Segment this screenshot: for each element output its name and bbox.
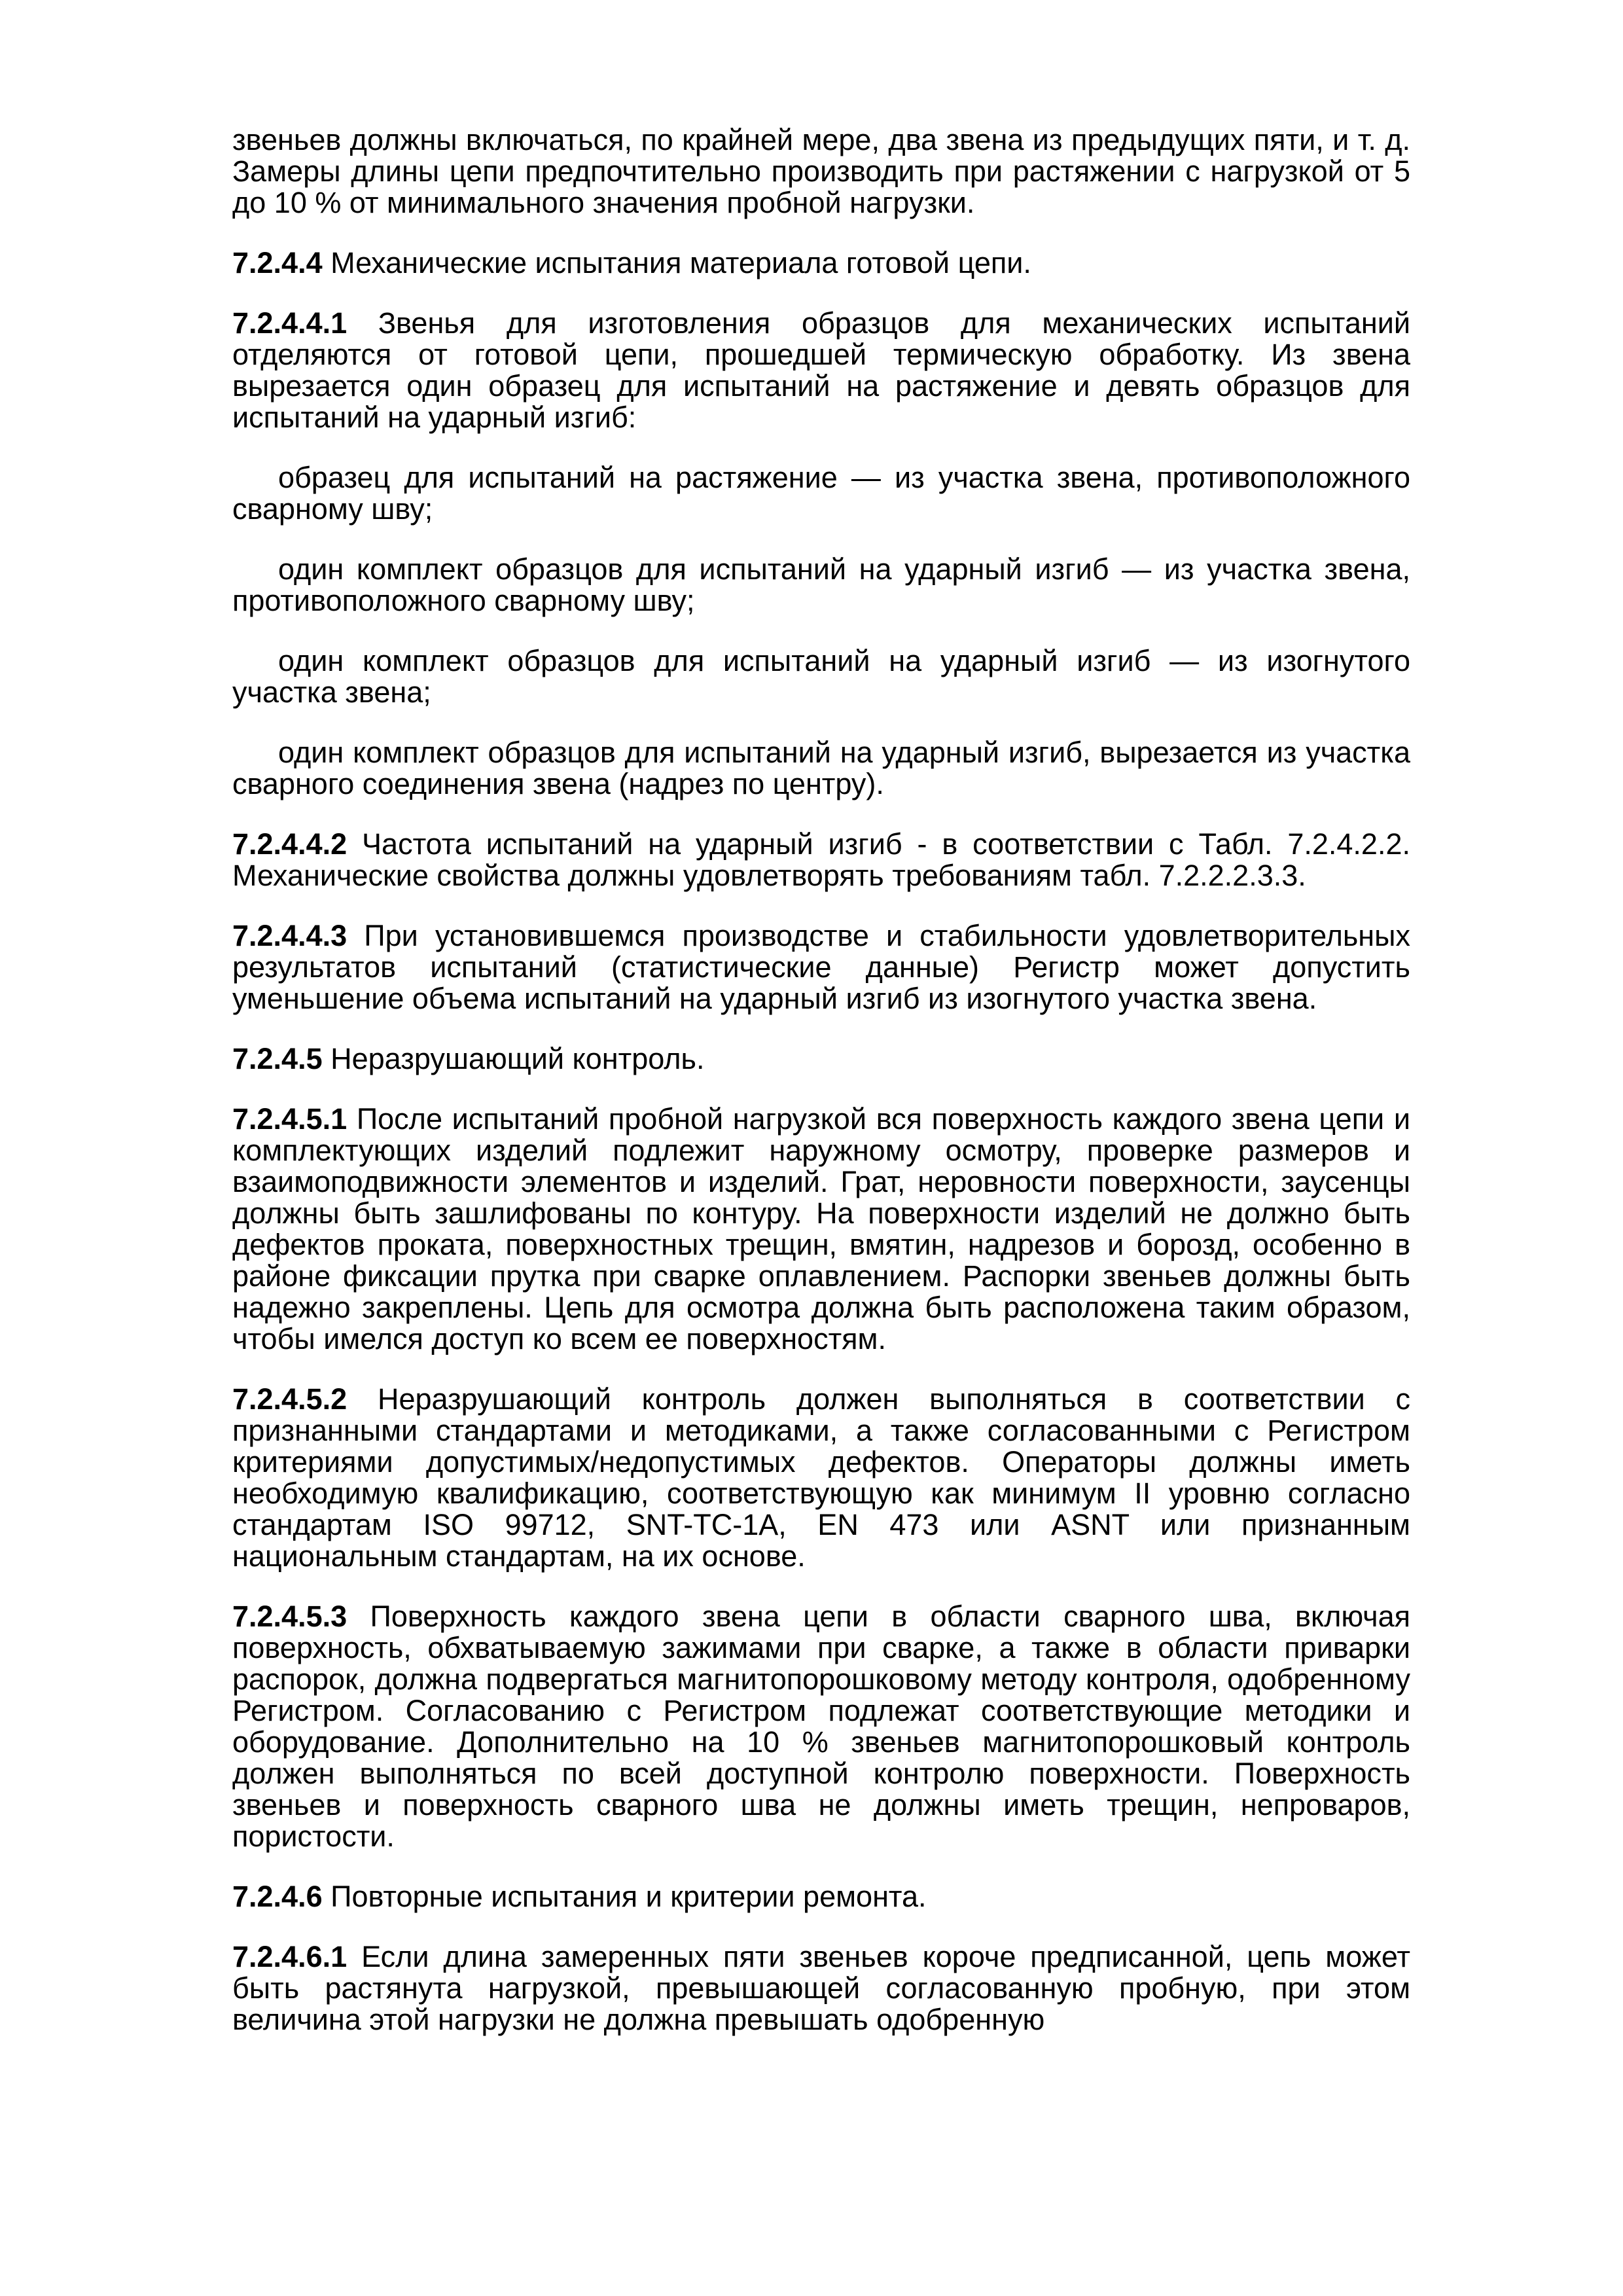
section-7-2-4-4 [232, 247, 1410, 279]
list-item-impact-set-bend [232, 645, 1410, 708]
section-number: 7.2.4.4.1 [232, 306, 348, 340]
paragraph-text: один комплект образцов для испытаний на ударный изгиб — из изогнутого участка звена; [232, 644, 1410, 709]
paragraph-text: Неразрушающий контроль должен выполняться в соответствии с признанными стандартами и методиками, а также согласованными с Регистром критериями допустимых/недопустимых дефектов. Операторы должны иметь необходимую квалификацию, соответствующую как минимум II уровню согласно стандартам ISO 99712, SNT-TC-1A, EN 473 или ASNT или признанным национальным стандартам, на их основе. [232, 1382, 1410, 1573]
paragraph-text: При установившемся производстве и стабильности удовлетворительных результатов испытаний (статистические данные) Регистр может допустить уменьшение объема испытаний на ударный изгиб из изогнутого участка звена. [232, 919, 1410, 1015]
section-7-2-4-5 [232, 1043, 1410, 1075]
section-number: 7.2.4.5.1 [232, 1102, 348, 1136]
section-number: 7.2.4.5.2 [232, 1382, 348, 1416]
paragraph-text: Звенья для изготовления образцов для механических испытаний отделяются от готовой цепи, прошедшей термическую обработку. Из звена вырезается один образец для испытаний на растяжение и девять образцов для испытаний на ударный изгиб: [232, 306, 1410, 434]
section-7-2-4-6 [232, 1881, 1410, 1912]
section-number: 7.2.4.6.1 [232, 1940, 348, 1973]
paragraph-text: Частота испытаний на ударный изгиб - в соответствии с Табл. 7.2.4.2.2. Механические свойства должны удовлетворять требованиям табл. 7.2.2.2.3.3. [232, 827, 1410, 892]
section-number: 7.2.4.5.3 [232, 1600, 348, 1633]
section-7-2-4-4-1 [232, 308, 1410, 433]
paragraph-text: звеньев должны включаться, по крайней мере, два звена из предыдущих пяти, и т. д. Замеры длины цепи предпочтительно производить при растяжении с нагрузкой от 5 до 10 % от минимального значения пробной нагрузки. [232, 123, 1410, 219]
section-7-2-4-5-3 [232, 1601, 1410, 1852]
section-number: 7.2.4.6 [232, 1880, 323, 1913]
section-heading-text: Механические испытания материала готовой цепи. [322, 246, 1031, 279]
document-page [232, 124, 1410, 2036]
section-7-2-4-4-2 [232, 829, 1410, 891]
section-7-2-4-5-2 [232, 1384, 1410, 1572]
section-7-2-4-4-3 [232, 920, 1410, 1014]
section-7-2-4-6-1 [232, 1941, 1410, 2036]
paragraph-text: один комплект образцов для испытаний на ударный изгиб, вырезается из участка сварного соединения звена (надрез по центру). [232, 736, 1410, 800]
list-item-tensile-specimen [232, 462, 1410, 525]
paragraph-continuation [232, 124, 1410, 219]
section-number: 7.2.4.5 [232, 1042, 323, 1075]
section-heading-text: Неразрушающий контроль. [322, 1042, 705, 1075]
paragraph-text: Если длина замеренных пяти звеньев короче предписанной, цепь может быть растянута нагрузкой, превышающей согласованную пробную, при этом величина этой нагрузки не должна превышать одобренную [232, 1940, 1410, 2036]
section-number: 7.2.4.4 [232, 246, 323, 279]
section-7-2-4-5-1 [232, 1103, 1410, 1355]
paragraph-text: образец для испытаний на растяжение — из участка звена, противоположного сварному шву; [232, 461, 1410, 526]
section-number: 7.2.4.4.3 [232, 919, 348, 952]
list-item-impact-set-weld [232, 737, 1410, 800]
section-number: 7.2.4.4.2 [232, 827, 348, 861]
paragraph-text: Поверхность каждого звена цепи в области сварного шва, включая поверхность, обхватываемую зажимами при сварке, а также в области приварки распорок, должна подвергаться магнитопорошковому методу контроля, одобренному Регистром. Согласованию с Регистром подлежат соответствующие методики и оборудование. Дополнительно на 10 % звеньев магнитопорошковый контроль должен выполняться по всей доступной контролю поверхности. Поверхность звеньев и поверхность сварного шва не должны иметь трещин, непроваров, пористости. [232, 1600, 1410, 1853]
list-item-impact-set-opposite-weld [232, 554, 1410, 617]
paragraph-text: один комплект образцов для испытаний на ударный изгиб — из участка звена, противоположного сварному шву; [232, 552, 1410, 617]
paragraph-text: После испытаний пробной нагрузкой вся поверхность каждого звена цепи и комплектующих изделий подлежит наружному осмотру, проверке размеров и взаимоподвижности элементов и изделий. Грат, неровности поверхности, заусенцы должны быть зашлифованы по контуру. На поверхности изделий не должно быть дефектов проката, поверхностных трещин, вмятин, надрезов и борозд, особенно в районе фиксации прутка при сварке оплавлением. Распорки звеньев должны быть надежно закреплены. Цепь для осмотра должна быть расположена таким образом, чтобы имелся доступ ко всем ее поверхностям. [232, 1102, 1410, 1355]
section-heading-text: Повторные испытания и критерии ремонта. [322, 1880, 927, 1913]
